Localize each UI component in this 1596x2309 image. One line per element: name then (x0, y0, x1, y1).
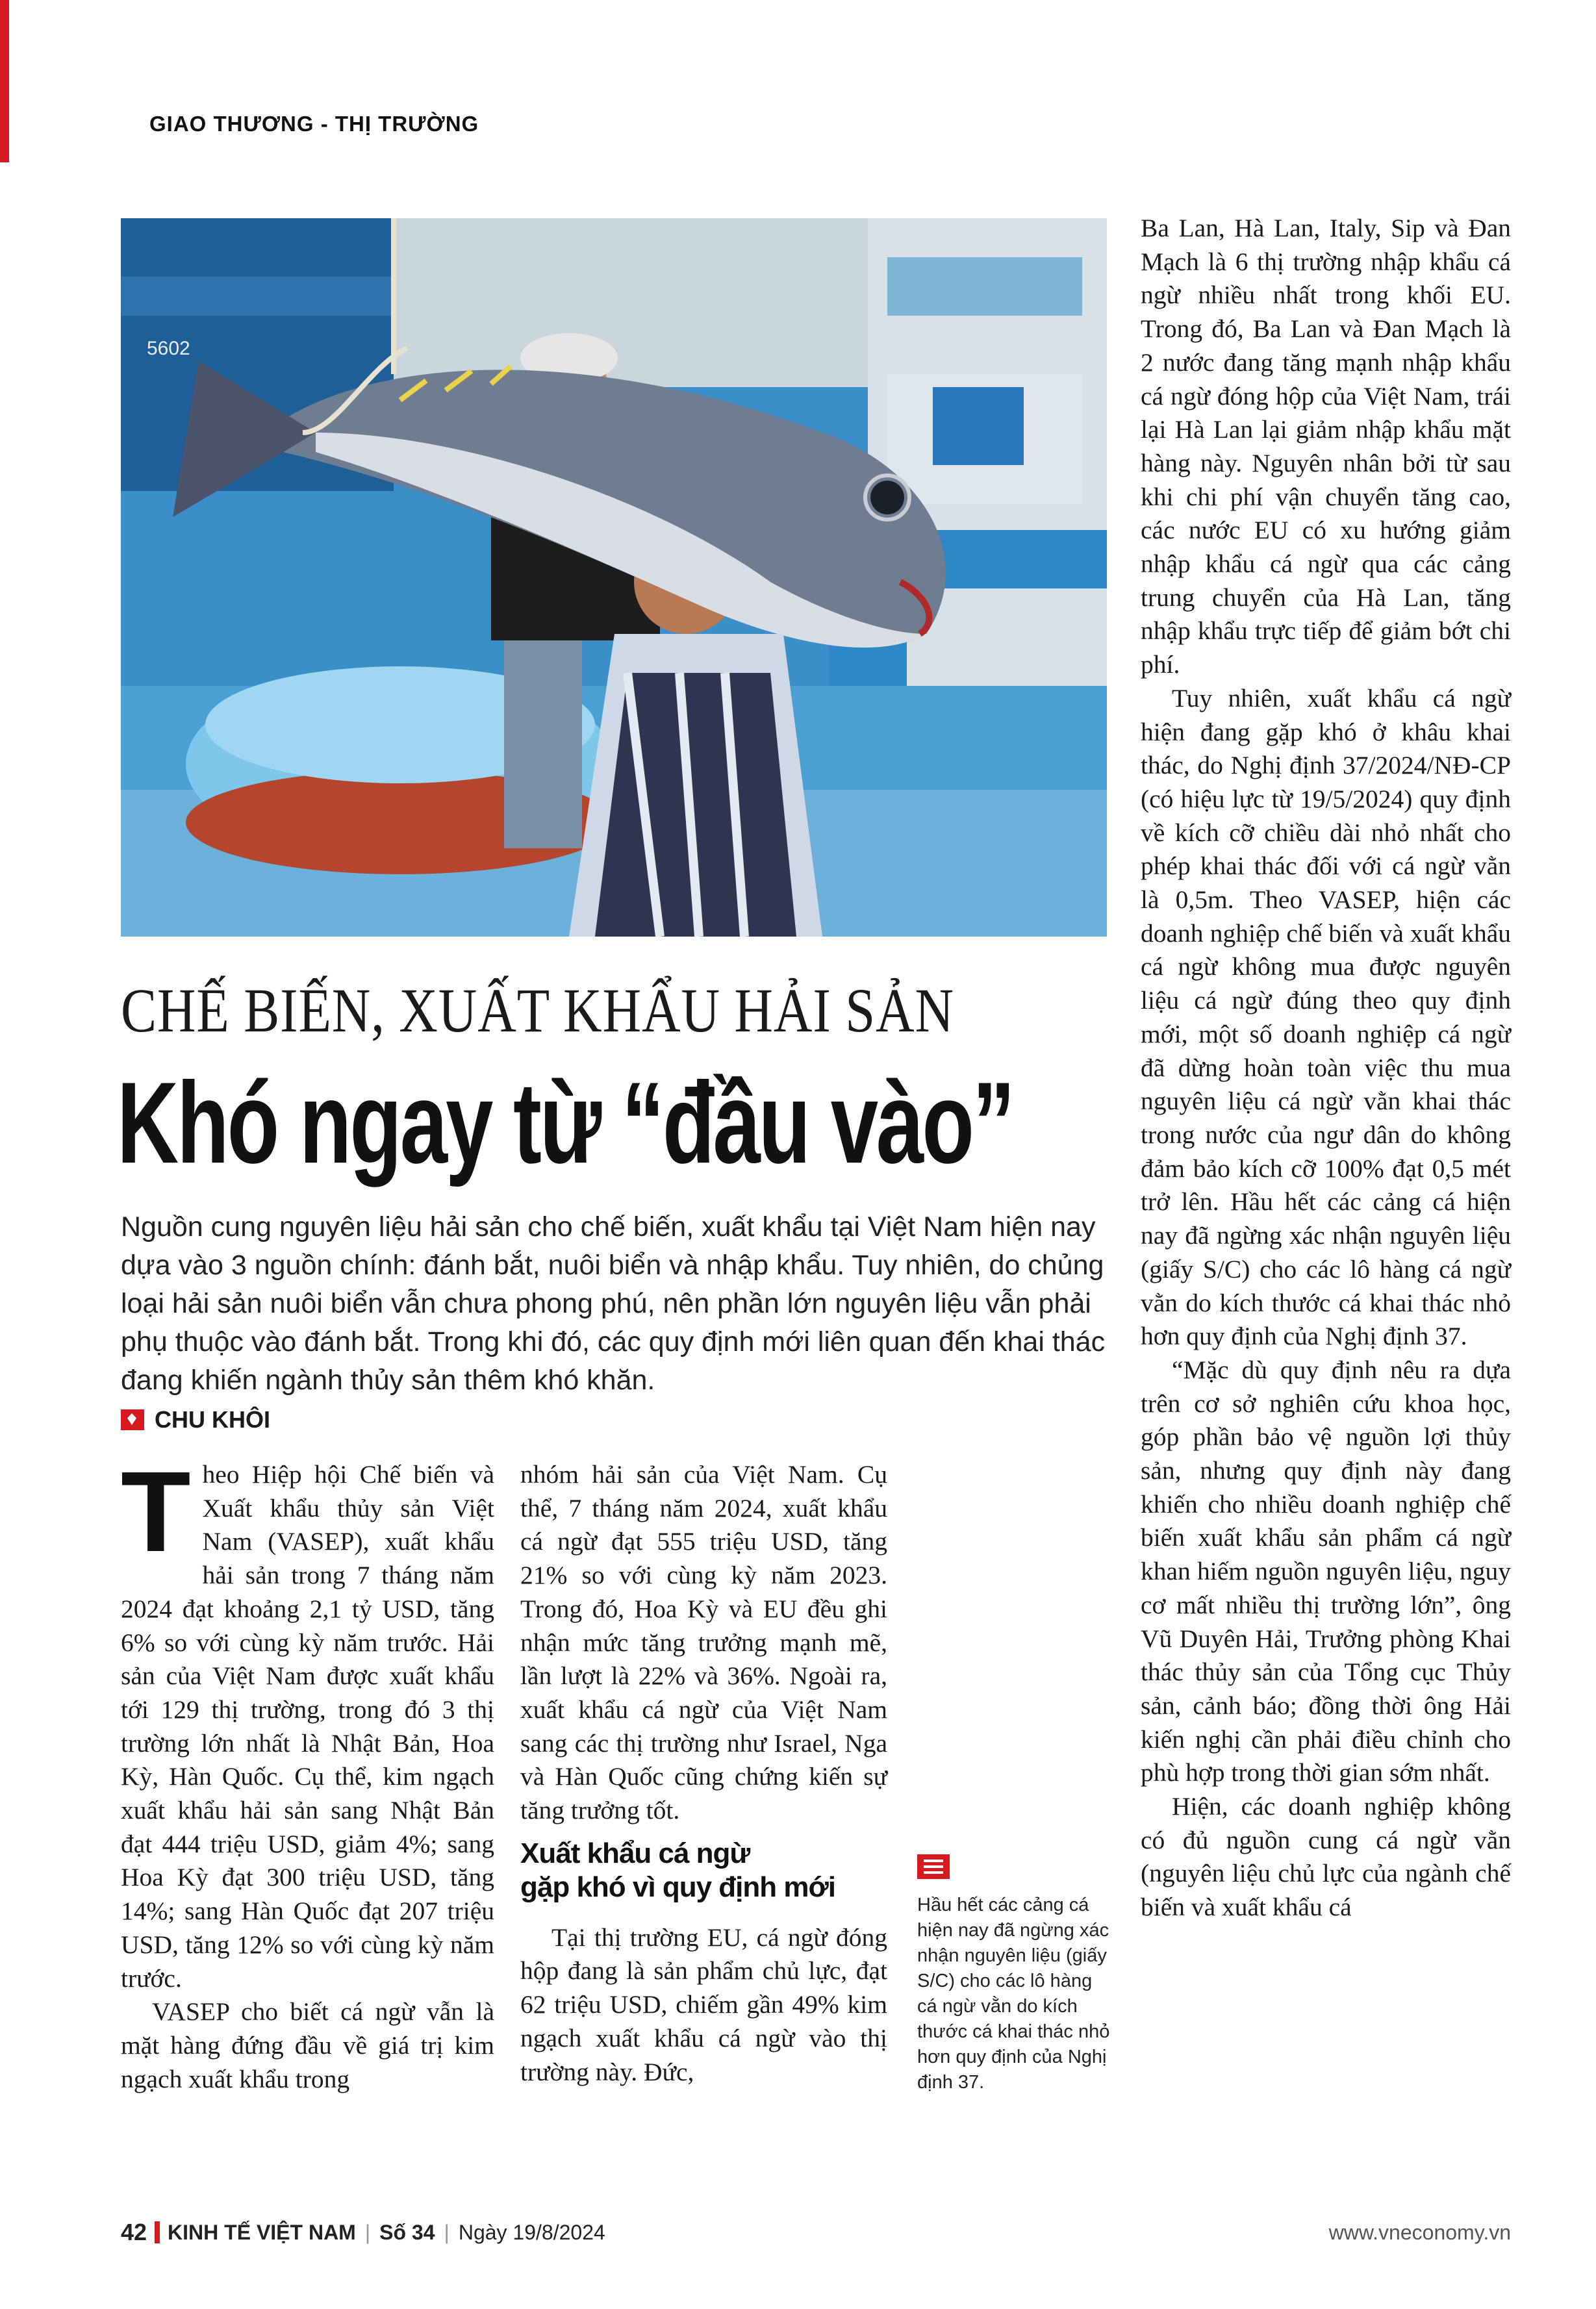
footer-accent-mark (155, 2221, 160, 2243)
section-accent-bar (0, 0, 9, 162)
issue-date: Ngày 19/8/2024 (458, 2220, 605, 2244)
body-paragraph: Tại thị trường EU, cá ngừ đóng hộp đang là sản phẩm chủ lực, đạt 62 triệu USD, chiếm gần 49% kim ngạch xuất khẩu cá ngừ vào thị trường này. Đức, (520, 1923, 887, 2086)
headline: Khó ngay từ “đầu vào” (117, 1058, 1013, 1187)
drop-cap: T (121, 1448, 191, 1576)
headline-kicker: CHẾ BIẾN, XUẤT KHẨU HẢI SẢN (121, 976, 954, 1045)
body-column-3 (1141, 212, 1511, 1924)
magazine-name: KINH TẾ VIỆT NAM (168, 2220, 356, 2244)
body-column-2 (520, 1458, 887, 2089)
subheading (520, 1837, 887, 1904)
body-paragraph: heo Hiệp hội Chế biến và Xuất khẩu thủy sản Việt Nam (VASEP), xuất khẩu hải sản trong 7 tháng năm 2024 đạt khoảng 2,1 tỷ USD, tăng 6% so với cùng kỳ năm trước. Hải sản của Việt Nam được xuất khẩu tới 129 thị trường, trong đó 3 thị trường lớn nhất là Nhật Bản, Hoa Kỳ, Hàn Quốc. Cụ thể, kim ngạch xuất khẩu hải sản sang Nhật Bản đạt 444 triệu USD, giảm 4%; sang Hoa Kỳ đạt 300 triệu USD, tăng 14%; sang Hàn Quốc đạt 207 triệu USD, tăng 12% so với cùng kỳ năm trước. (121, 1460, 494, 1993)
author-name: CHU KHÔI (155, 1406, 270, 1433)
body-paragraph: VASEP cho biết cá ngừ vẫn là mặt hàng đứng đầu về giá trị kim ngạch xuất khẩu trong (121, 1997, 494, 2093)
body-paragraph: Ba Lan, Hà Lan, Italy, Sip và Đan Mạch là 6 thị trường nhập khẩu cá ngừ nhiều nhất trong khối EU. Trong đó, Ba Lan và Đan Mạch là 2 nước đang tăng mạnh nhập khẩu cá ngừ đóng hộp của Việt Nam, trái lại Hà Lan lại giảm nhập khẩu mặt hàng này. Nguyên nhân bởi từ sau khi chi phí vận chuyển tăng cao, các nước EU có xu hướng giảm nhập khẩu cá ngừ qua các cảng trung chuyển của Hà Lan, tăng nhập khẩu trực tiếp để giảm bớt chi phí. (1141, 214, 1511, 679)
pen-icon (121, 1409, 144, 1430)
subheading-line: gặp khó vì quy định mới (520, 1871, 835, 1903)
body-paragraph: “Mặc dù quy định nêu ra dựa trên cơ sở nghiên cứu khoa học, góp phần bảo vệ nguồn lợi thủy sản, nhưng quy định này đang khiến cho nhiều doanh nghiệp chế biến xuất khẩu sản phẩm cá ngừ khan hiếm nguồn nguyên liệu, nguy cơ mất nhiều thị trường lớn”, ông Vũ Duyên Hải, Trưởng phòng Khai thác thủy sản của Tổng cục Thủy sản, cảnh báo; đồng thời ông Hải kiến nghị cần phải điều chỉnh cho phù hợp trong thời gian sớm nhất. (1141, 1355, 1511, 1787)
caption-icon (917, 1854, 950, 1879)
body-column-1 (121, 1448, 494, 2096)
lead-paragraph: Nguồn cung nguyên liệu hải sản cho chế biến, xuất khẩu tại Việt Nam hiện nay dựa vào 3 nguồn chính: đánh bắt, nuôi biển và nhập khẩu. Tuy nhiên, do chủng loại hải sản nuôi biển vẫn chưa phong phú, nên phần lớn nguyên liệu vẫn phải phụ thuộc vào đánh bắt. Trong khi đó, các quy định mới liên quan đến khai thác đang khiến ngành thủy sản thêm khó khăn. (121, 1211, 1106, 1396)
footer-separator: | (444, 2220, 450, 2244)
footer-separator: | (364, 2220, 371, 2244)
article-photo (121, 218, 1107, 937)
body-paragraph: Tuy nhiên, xuất khẩu cá ngừ hiện đang gặp khó ở khâu khai thác, do Nghị định 37/2024/NĐ-CP (có hiệu lực từ 19/5/2024) quy định về kích cỡ chiều dài nhỏ nhất cho phép khai thác đối với cá ngừ vằn là 0,5m. Theo VASEP, hiện các doanh nghiệp chế biến và xuất khẩu cá ngừ không mua được nguyên liệu cá ngừ đúng theo quy định mới, một số doanh nghiệp cá ngừ đã dừng hoàn toàn việc thu mua nguyên liệu cá ngừ vằn khai thác trong nước của ngư dân do không đảm bảo kích cỡ 100% đạt 0,5 mét trở lên. Hầu hết các cảng cá hiện nay đã ngừng xác nhận nguyên liệu (giấy S/C) cho các lô hàng cá ngừ vằn do kích thước cá khai thác nhỏ hơn quy định của Nghị định 37. (1141, 683, 1511, 1351)
issue-number: Số 34 (379, 2220, 435, 2244)
body-paragraph: nhóm hải sản của Việt Nam. Cụ thể, 7 tháng năm 2024, xuất khẩu cá ngừ đạt 555 triệu USD, tăng 21% so với cùng kỳ năm 2023. Trong đó, Hoa Kỳ và EU đều ghi nhận mức tăng trưởng mạnh mẽ, lần lượt là 22% và 36%. Ngoài ra, xuất khẩu cá ngừ của Việt Nam sang các thị trường như Israel, Nga và Hàn Quốc cũng chứng kiến sự tăng trưởng tốt. (520, 1460, 887, 1825)
page-number: 42 (121, 2219, 147, 2245)
website-link[interactable]: www.vneconomy.vn (1328, 2220, 1511, 2244)
subheading-line: Xuất khẩu cá ngừ (520, 1837, 750, 1869)
body-paragraph: Hiện, các doanh nghiệp không có đủ nguồn cung cá ngừ vằn (nguyên liệu chủ lực của ngành chế biến và xuất khẩu cá (1141, 1792, 1511, 1922)
photo-caption: Hầu hết các cảng cá hiện nay đã ngừng xác nhận nguyên liệu (giấy S/C) cho các lô hàng cá ngừ vằn do kích thước cá khai thác nhỏ hơn quy định của Nghị định 37. (917, 1895, 1110, 2093)
boat-number-text: 5602 (147, 338, 190, 359)
byline (121, 1406, 270, 1433)
section-label: GIAO THƯƠNG - THỊ TRƯỜNG (149, 112, 479, 136)
page-footer (121, 2219, 1511, 2246)
